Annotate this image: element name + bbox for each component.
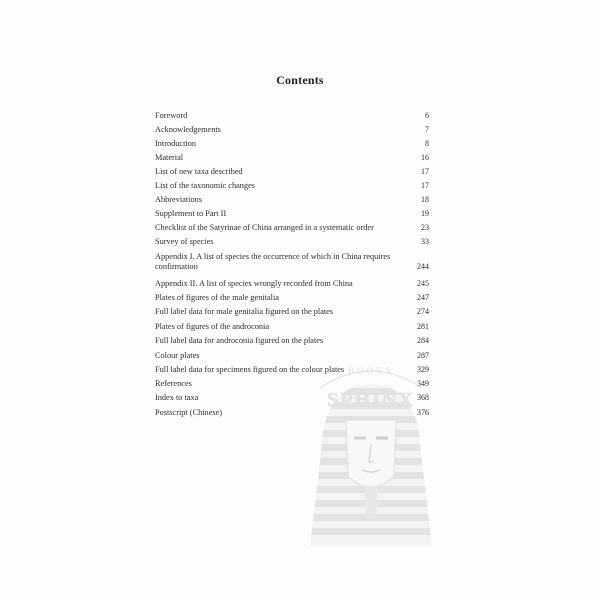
toc-entry-page: 18 (421, 195, 429, 204)
toc-entry-introduction (155, 139, 429, 149)
toc-entry-label: Plates of figures of the male genitalia (155, 293, 279, 302)
toc-entry-new-taxa (155, 167, 429, 177)
toc-entry-label: Full label data for male genitalia figured on the plates (155, 307, 334, 316)
toc-entry-label: Full label data for androconia figured on the plates (155, 336, 324, 345)
toc-entry-plates-androconia (155, 322, 429, 332)
page-title: Contents (276, 73, 324, 87)
toc-entry-page: 19 (421, 209, 429, 218)
toc-entry-label: Appendix I. A list of species the occurrence of which in China requires confirmation (155, 252, 391, 272)
toc-entry-label: Appendix II. A list of species wrongly recorded from China (155, 279, 353, 288)
toc-entry-page: 284 (417, 336, 429, 345)
toc-entry-label: Index to taxa (155, 393, 199, 402)
toc-entry-label: List of new taxa described (155, 167, 243, 176)
toc-entry-label: Colour plates (155, 351, 200, 360)
toc-entry-label: Foreword (155, 111, 188, 120)
toc-entry-page: 17 (421, 181, 429, 190)
toc-entry-label: Survey of species (155, 237, 214, 246)
toc-entry-label-data-androconia (155, 336, 429, 346)
toc-entry-label: Supplement to Part II (155, 209, 227, 218)
toc-entry-abbreviations (155, 195, 429, 205)
toc-entry-label: List of the taxonomic changes (155, 181, 255, 190)
toc-entry-page: 368 (417, 393, 429, 402)
toc-entry-page: 376 (417, 408, 429, 417)
toc-entry-appendix-ii (155, 279, 429, 289)
toc-entry-survey (155, 237, 429, 247)
toc-entry-page: 8 (425, 139, 429, 148)
watermark-subtext: BOOKS (348, 366, 394, 376)
toc-entry-foreword (155, 111, 429, 121)
toc-entry-taxonomic-changes (155, 181, 429, 191)
toc-entry-page: 274 (417, 307, 429, 316)
toc-entry-page: 247 (417, 293, 429, 302)
toc-entry-appendix-i (155, 252, 429, 272)
toc-entry-label: Introduction (155, 139, 197, 148)
sphinx-watermark-logo (296, 358, 446, 548)
toc-entry-page: 287 (417, 351, 429, 360)
toc-entry-page: 244 (417, 262, 429, 272)
toc-entry-label: References (155, 379, 192, 388)
toc-entry-label: Checklist of the Satyrinae of China arranged in a systematic order (155, 223, 374, 232)
toc-entry-label: Abbreviations (155, 195, 203, 204)
toc-entry-material (155, 153, 429, 163)
toc-entry-checklist (155, 223, 429, 233)
toc-entry-label: Full label data for specimens figured on the colour plates (155, 365, 345, 374)
toc-entry-page: 281 (417, 322, 429, 331)
toc-entry-supplement (155, 209, 429, 219)
toc-entry-page: 7 (425, 125, 429, 134)
toc-entry-label-data-genitalia (155, 307, 429, 317)
toc-entry-page: 16 (421, 153, 429, 162)
toc-entry-label: Plates of figures of the androconia (155, 322, 270, 331)
toc-entry-page: 33 (421, 237, 429, 246)
watermark-text: SPHINX (327, 389, 415, 411)
toc-entry-acknowledgements (155, 125, 429, 135)
toc-entry-label: Material (155, 153, 184, 162)
toc-entry-page: 349 (417, 379, 429, 388)
toc-entry-page: 17 (421, 167, 429, 176)
toc-entry-page: 329 (417, 365, 429, 374)
toc-entry-plates-genitalia (155, 293, 429, 303)
toc-entry-page: 23 (421, 223, 429, 232)
toc-entry-page: 6 (425, 111, 429, 120)
toc-entry-page: 245 (417, 279, 429, 288)
toc-entry-label: Acknowledgements (155, 125, 221, 134)
toc-entry-label: Postscript (Chinese) (155, 408, 223, 417)
